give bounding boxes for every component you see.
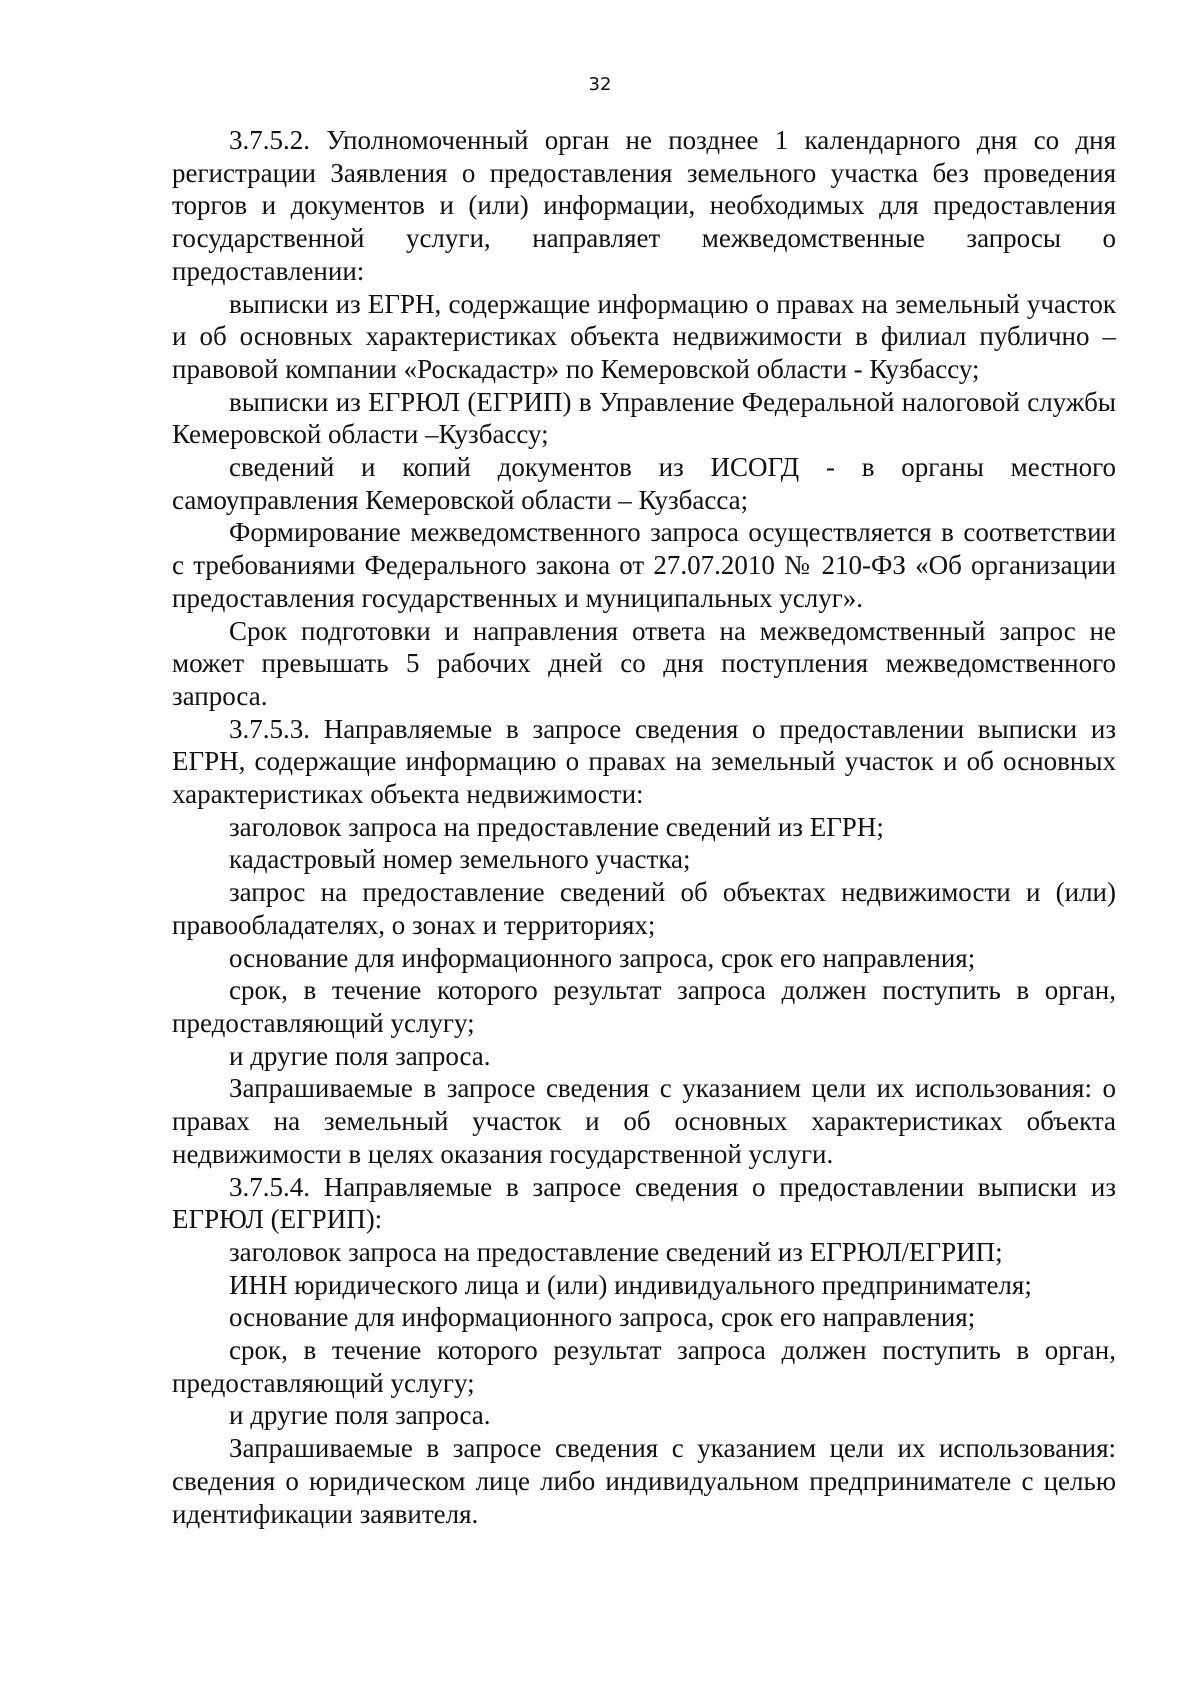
list-item: ИНН юридического лица и (или) индивидуального предпринимателя; (229, 1269, 1032, 1300)
list-item: заголовок запроса на предоставление сведений из ЕГРЮЛ/ЕГРИП; (229, 1236, 1003, 1267)
paragraph-requested-info-egrn: Запрашиваемые в запросе сведения с указанием цели их использования: о правах на земельный участок и об основных характеристиках объекта недвижимости в целях оказания государственной услуги. (172, 1073, 1116, 1169)
page-number: 32 (588, 74, 612, 95)
paragraph-response-term: Срок подготовки и направления ответа на межведомственный запрос не может превышать 5 рабочих дней со дня поступления межведомственного запроса. (172, 615, 1116, 711)
paragraph-request-formation: Формирование межведомственного запроса осуществляется в соответствии с требованиями Федерального закона от 27.07.2010 № 210-ФЗ «Об организации предоставления государственных и муниципальных услуг». (172, 517, 1116, 613)
document-body (172, 124, 1116, 1530)
list-item: срок, в течение которого результат запроса должен поступить в орган, предоставляющий услугу; (172, 1335, 1116, 1398)
paragraph-isogd-info: сведений и копий документов из ИСОГД - в органы местного самоуправления Кемеровской области – Кузбасса; (172, 452, 1116, 515)
list-item: кадастровый номер земельного участка; (229, 844, 691, 875)
list-item: запрос на предоставление сведений об объектах недвижимости и (или) правообладателях, о зонах и территориях; (172, 877, 1116, 940)
paragraph-3-7-5-3: 3.7.5.3. Направляемые в запросе сведения о предоставлении выписки из ЕГРН, содержащие информацию о правах на земельный участок и об основных характеристиках объекта недвижимости: (172, 713, 1116, 810)
list-item: основание для информационного запроса, срок его направления; (229, 1302, 976, 1333)
paragraph-egrn-extract: выписки из ЕГРН, содержащие информацию о правах на земельный участок и об основных характеристиках объекта недвижимости в филиал публично – правовой компании «Роскадастр» по Кемеровской области - Кузбассу; (172, 288, 1116, 384)
list-item: заголовок запроса на предоставление сведений из ЕГРН; (229, 811, 884, 842)
list-item: и другие поля запроса. (229, 1400, 491, 1431)
paragraph-requested-info-egrul: Запрашиваемые в запросе сведения с указанием цели их использования: сведения о юридическом лице либо индивидуальном предпринимателе с целью идентификации заявителя. (172, 1433, 1116, 1529)
list-item: срок, в течение которого результат запроса должен поступить в орган, предоставляющий услугу; (172, 975, 1116, 1038)
paragraph-3-7-5-4: 3.7.5.4. Направляемые в запросе сведения о предоставлении выписки из ЕГРЮЛ (ЕГРИП): (172, 1171, 1116, 1235)
paragraph-3-7-5-2: 3.7.5.2. Уполномоченный орган не позднее 1 календарного дня со дня регистрации Заявления о предоставления земельного участка без проведения торгов и документов и (или) информации, необходимых для предоставления государственной услуги, направляет межведомственные запросы о предоставлении: (172, 125, 1116, 286)
list-item: и другие поля запроса. (229, 1040, 491, 1071)
list-item: основание для информационного запроса, срок его направления; (229, 942, 976, 973)
paragraph-egrul-extract: выписки из ЕГРЮЛ (ЕГРИП) в Управление Федеральной налоговой службы Кемеровской области –Кузбассу; (172, 386, 1116, 450)
